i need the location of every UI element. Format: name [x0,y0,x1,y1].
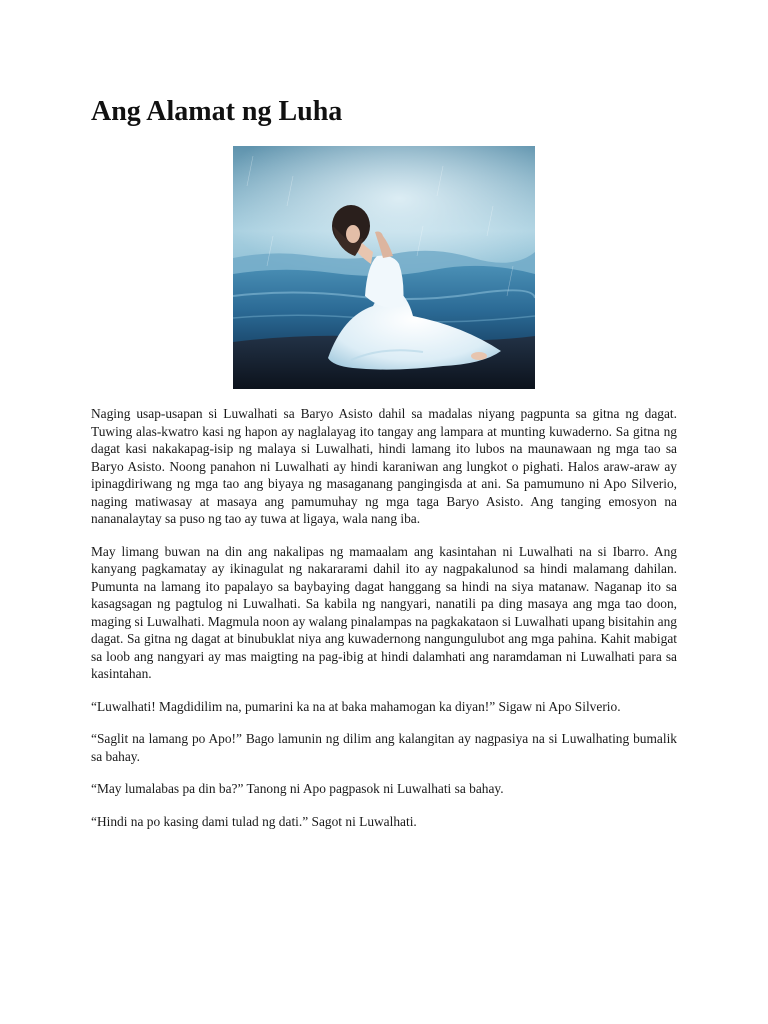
paragraph-1: Naging usap-usapan si Luwalhati sa Baryo Asisto dahil sa madalas niyang pagpunta sa gitna ng dagat. Tuwing alas-kwatro kasi ng hapon ay naglalayag ito tangay ang lampara at munting kuwaderno. Sa gitna ng dagat kasi nakakapag-isip ng malaya si Luwalhati, hindi lamang ito lubos na maunawaan ng mga tao sa Baryo Asisto. Noong panahon ni Luwalhati ay hindi karaniwan ang lungkot o pighati. Halos araw-araw ay ipinagdiriwang ng mga tao ang biyaya ng masaganang pangingisda at ani. Sa pamumuno ni Apo Silverio, naging matiwasay at masaya ang pamumuhay ng mga taga Baryo Asisto. Ang tanging emosyon na nananalaytay sa puso ng tao ay tuwa at ligaya, wala nang iba. [91,406,677,526]
woman-crying-by-sea-image [233,146,535,389]
story-illustration [233,146,535,389]
document-title: Ang Alamat ng Luha [91,96,343,127]
paragraph-6: “Hindi na po kasing dami tulad ng dati.” Sagot ni Luwalhati. [91,813,417,829]
paragraph-4: “Saglit na lamang po Apo!” Bago lamunin ng dilim ang kalangitan ay nagpasiya na si Luwalhating bumalik sa bahay. [91,731,677,764]
paragraph-5: “May lumalabas pa din ba?” Tanong ni Apo pagpasok ni Luwalhati sa bahay. [91,781,504,796]
paragraph-3: “Luwalhati! Magdidilim na, pumarini ka na at baka mahamogan ka diyan!” Sigaw ni Apo Silverio. [91,698,621,714]
story-body [91,405,677,845]
paragraph-2: May limang buwan na din ang nakalipas ng mamaalam ang kasintahan ni Luwalhati na si Ibarro. Ang kanyang pagkamatay ay ikinagulat ng nakararami dahil ito ay nagpakalunod sa hindi malamang dahilan. Pumunta na lamang ito papalayo sa baybaying dagat hanggang sa hindi na siya matanaw. Naganap ito sa kasagsagan ng pagtulog ni Luwalhati. Sa kabila ng nangyari, nanatili pa ding masaya ang mga tao doon, maging si Luwalhati. Magmula noon ay walang pinalampas na pagkakataon si Luwalhati upang bisitahin ang dagat. Sa gitna ng dagat at binubuklat niya ang kuwadernong nangungulubot ang mga pahina. Kahit mabigat sa loob ang nangyari ay mas maigting na pag-ibig at hindi dalamhati ang naramdaman ni Luwalhati para sa kasintahan. [91,543,677,681]
